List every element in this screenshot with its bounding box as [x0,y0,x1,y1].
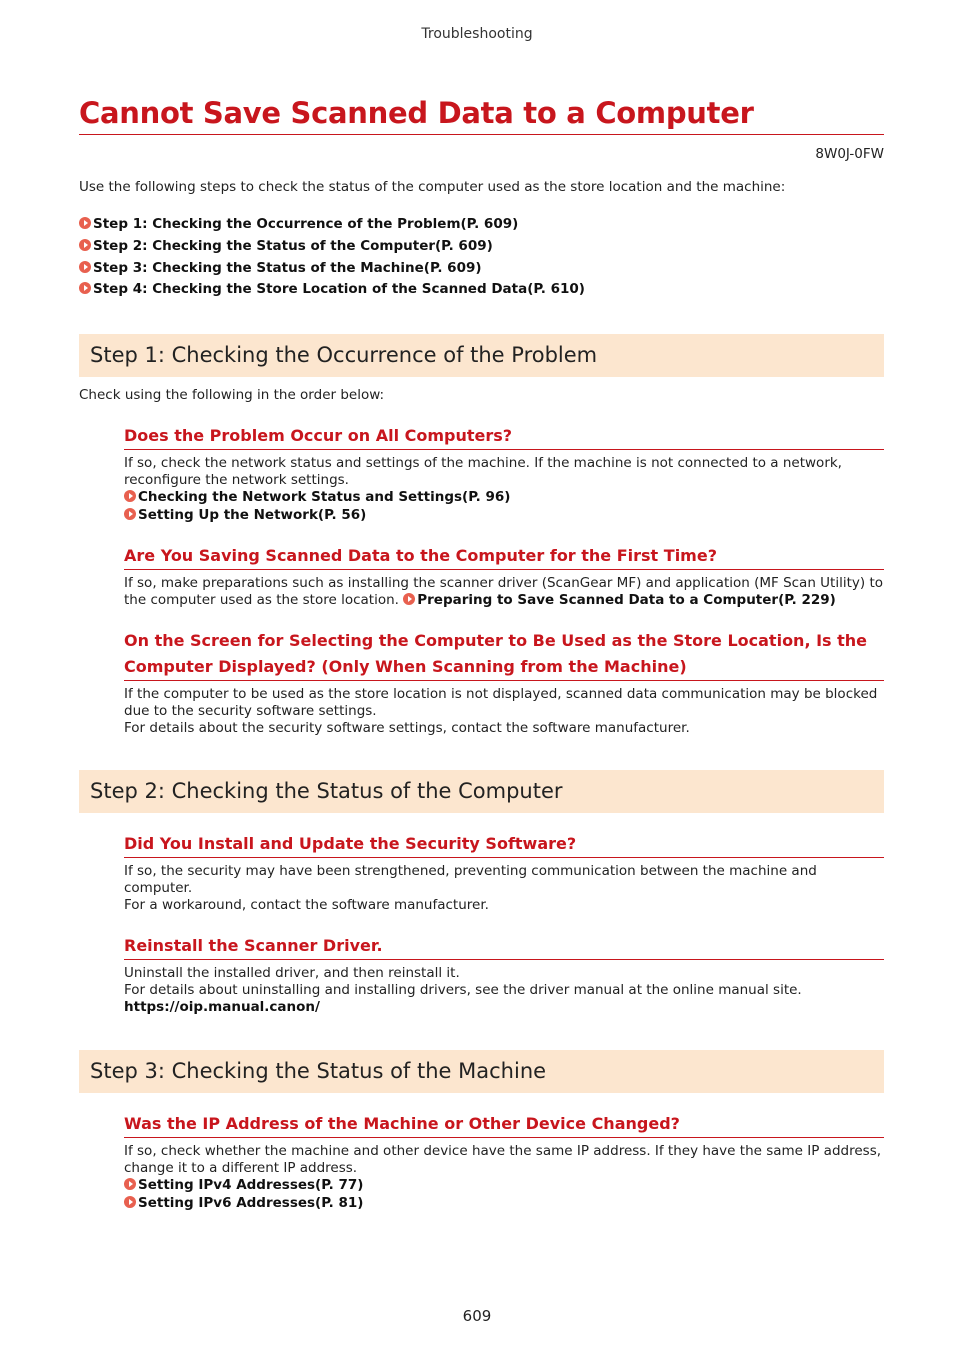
subsection-ip-address [124,1143,884,1212]
running-header: Troubleshooting [421,26,533,42]
toc-link-step1[interactable]: Step 1: Checking the Occurrence of the Problem(P. 609) [79,214,884,236]
section-heading-step1: Step 1: Checking the Occurrence of the Problem [79,334,884,377]
arrow-right-icon [124,1178,136,1190]
link-ipv4[interactable]: Setting IPv4 Addresses(P. 77) [124,1177,884,1195]
page-number: 609 [462,1307,492,1325]
manual-site-link[interactable]: https://oip.manual.canon/ [124,999,320,1015]
page-title: Cannot Save Scanned Data to a Computer [79,94,884,135]
intro-text: Use the following steps to check the status of the computer used as the store location and the machine: [79,179,786,195]
arrow-right-icon [79,261,91,273]
document-id: 8W0J-0FW [815,146,884,162]
link-setting-up-network[interactable]: Setting Up the Network(P. 56) [124,507,884,525]
arrow-right-icon [403,593,415,605]
body-text: If so, the security may have been strengthened, preventing communication between the machine and computer. [124,863,817,896]
toc-link-step2[interactable]: Step 2: Checking the Status of the Computer(P. 609) [79,236,884,258]
body-text: For details about uninstalling and installing drivers, see the driver manual at the online manual site. [124,982,802,998]
table-of-contents [79,214,884,301]
link-ipv6[interactable]: Setting IPv6 Addresses(P. 81) [124,1195,884,1213]
link-network-status[interactable]: Checking the Network Status and Settings(P. 96) [124,489,884,507]
step1-lead-text: Check using the following in the order below: [79,387,385,403]
toc-link-step4[interactable]: Step 4: Checking the Store Location of the Scanned Data(P. 610) [79,279,884,301]
subsection-first-time [124,575,884,609]
subheading-reinstall-driver: Reinstall the Scanner Driver. [124,933,884,960]
body-text: Uninstall the installed driver, and then reinstall it. [124,965,460,981]
section-heading-step3: Step 3: Checking the Status of the Machine [79,1050,884,1093]
body-text: For a workaround, contact the software manufacturer. [124,897,489,913]
subheading-all-computers: Does the Problem Occur on All Computers? [124,423,884,450]
subsection-computer-displayed [124,686,884,737]
subheading-first-time: Are You Saving Scanned Data to the Computer for the First Time? [124,543,884,570]
subheading-security-software: Did You Install and Update the Security Software? [124,831,884,858]
arrow-right-icon [79,217,91,229]
link-preparing-to-save[interactable]: Preparing to Save Scanned Data to a Computer(P. 229) [403,592,836,608]
body-text: If so, check whether the machine and other device have the same IP address. If they have the same IP address, change it to a different IP address. [124,1143,882,1176]
arrow-right-icon [124,490,136,502]
body-text: For details about the security software settings, contact the software manufacturer. [124,720,690,736]
subsection-reinstall-driver [124,965,884,1016]
subheading-ip-address: Was the IP Address of the Machine or Other Device Changed? [124,1111,884,1138]
subheading-computer-displayed: On the Screen for Selecting the Computer to Be Used as the Store Location, Is the Computer Displayed? (Only When Scanning from the Machine) [124,628,884,681]
arrow-right-icon [79,239,91,251]
body-text: If the computer to be used as the store location is not displayed, scanned data communication may be blocked due to the security software settings. [124,686,878,719]
subsection-all-computers [124,455,884,524]
arrow-right-icon [124,508,136,520]
body-text: If so, make preparations such as installing the scanner driver (ScanGear MF) and application (MF Scan Utility) to the computer used as the store location. Preparing to Save Scanned Data to a Computer(P. 229) [124,575,883,608]
arrow-right-icon [79,282,91,294]
section-heading-step2: Step 2: Checking the Status of the Computer [79,770,884,813]
arrow-right-icon [124,1196,136,1208]
body-text: If so, check the network status and settings of the machine. If the machine is not connected to a network, reconfigure the network settings. [124,455,842,488]
subsection-security-software [124,863,884,914]
toc-link-step3[interactable]: Step 3: Checking the Status of the Machine(P. 609) [79,258,884,280]
